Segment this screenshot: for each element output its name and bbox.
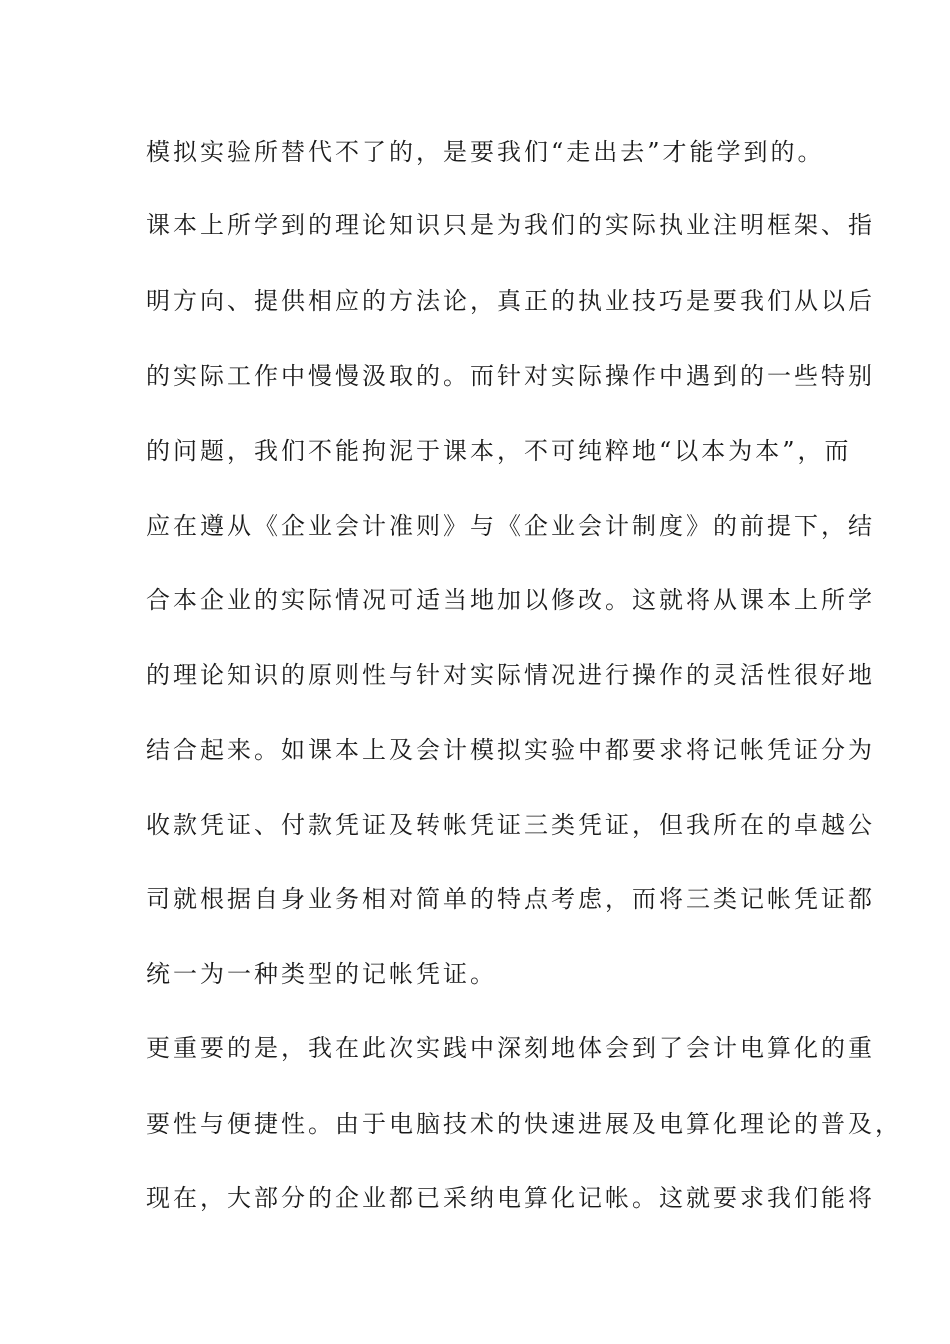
text-line: 更重要的是，我在此次实践中深刻地体会到了会计电算化的重	[146, 1034, 875, 1062]
text-line: 统一为一种类型的记帐凭证。	[146, 960, 497, 988]
text-line: 明方向、提供相应的方法论，真正的执业技巧是要我们从以后	[146, 287, 875, 315]
text-line: 结合起来。如课本上及会计模拟实验中都要求将记帐凭证分为	[146, 736, 875, 764]
text-line: 的问题，我们不能拘泥于课本，不可纯粹地“以本为本”，而	[146, 437, 852, 465]
text-line: 的实际工作中慢慢汲取的。而针对实际操作中遇到的一些特别	[146, 362, 875, 390]
text-line: 模拟实验所替代不了的，是要我们“走出去”才能学到的。	[146, 138, 825, 166]
text-line: 合本企业的实际情况可适当地加以修改。这就将从课本上所学	[146, 586, 875, 614]
text-line: 司就根据自身业务相对简单的特点考虑，而将三类记帐凭证都	[146, 885, 875, 913]
text-line: 课本上所学到的理论知识只是为我们的实际执业注明框架、指	[146, 211, 875, 239]
text-line: 现在，大部分的企业都已采纳电算化记帐。这就要求我们能将	[146, 1184, 875, 1212]
text-line: 要性与便捷性。由于电脑技术的快速进展及电算化理论的普及，	[146, 1110, 902, 1138]
text-line: 的理论知识的原则性与针对实际情况进行操作的灵活性很好地	[146, 661, 875, 689]
text-line: 收款凭证、付款凭证及转帐凭证三类凭证，但我所在的卓越公	[146, 811, 875, 839]
text-line: 应在遵从《企业会计准则》与《企业会计制度》的前提下，结	[146, 512, 875, 540]
